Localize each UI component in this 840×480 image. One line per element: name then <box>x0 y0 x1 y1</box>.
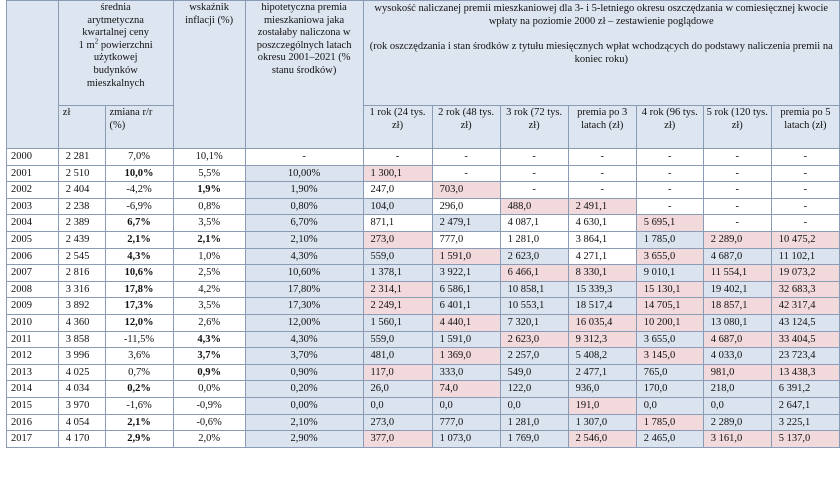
inflation-cell: 2,5% <box>173 265 245 282</box>
table-row <box>7 298 840 315</box>
year2-cell: 6 401,1 <box>432 298 500 315</box>
price-change-cell: 2,1% <box>105 231 173 248</box>
hypothetical-premium-cell: 0,20% <box>245 381 363 398</box>
premium-3y-cell: 936,0 <box>568 381 636 398</box>
year1-cell: 1 378,1 <box>363 265 432 282</box>
year2-cell: 703,0 <box>432 182 500 199</box>
price-change-cell: 10,6% <box>105 265 173 282</box>
year1-cell: 1 300,1 <box>363 165 432 182</box>
premium-5y-header: premia po 5 latach (zł) <box>771 106 839 149</box>
premium-5y-cell: 3 225,1 <box>771 414 839 431</box>
price-header <box>58 1 173 106</box>
year3-cell: 1 281,0 <box>500 414 568 431</box>
price-change-cell: 17,8% <box>105 281 173 298</box>
year4-cell: 170,0 <box>636 381 703 398</box>
year4-cell: 5 695,1 <box>636 215 703 232</box>
price-change-cell: 4,3% <box>105 248 173 265</box>
price-cell: 4 360 <box>58 314 105 331</box>
year2-cell: 1 591,0 <box>432 248 500 265</box>
premium-3y-cell: 5 408,2 <box>568 348 636 365</box>
year5-header: 5 rok (120 tys. zł) <box>703 106 771 149</box>
year1-cell: 2 314,1 <box>363 281 432 298</box>
premium-5y-cell: 6 391,2 <box>771 381 839 398</box>
year4-cell: - <box>636 198 703 215</box>
inflation-header: wskaźnik inflacji (%) <box>173 1 245 149</box>
premium-3y-cell: 191,0 <box>568 397 636 414</box>
year3-cell: 10 858,1 <box>500 281 568 298</box>
hypothetical-premium-cell: 17,30% <box>245 298 363 315</box>
year5-cell: 2 289,0 <box>703 414 771 431</box>
premium-3y-cell: 16 035,4 <box>568 314 636 331</box>
hypothetical-premium-header: hipotetyczna premia mieszkaniowa jaka zostałaby naliczona w poszczególnych latach okresu 2001–2021 (% stanu środków) <box>245 1 363 149</box>
premium-5y-cell: 13 438,3 <box>771 364 839 381</box>
year3-cell: 2 257,0 <box>500 348 568 365</box>
inflation-cell: 5,5% <box>173 165 245 182</box>
hypothetical-premium-cell: 1,90% <box>245 182 363 199</box>
year3-cell: 0,0 <box>500 397 568 414</box>
year3-cell: 7 320,1 <box>500 314 568 331</box>
premium-3y-cell: 2 477,1 <box>568 364 636 381</box>
year-header <box>7 1 59 149</box>
year5-cell: 981,0 <box>703 364 771 381</box>
price-change-cell: 2,9% <box>105 431 173 448</box>
table-row <box>7 364 840 381</box>
year5-cell: 4 033,0 <box>703 348 771 365</box>
year3-cell: 2 623,0 <box>500 248 568 265</box>
year3-cell: 549,0 <box>500 364 568 381</box>
price-header-line: użytkowej <box>93 52 138 64</box>
price-cell: 2 404 <box>58 182 105 199</box>
premium-5y-cell: 11 102,1 <box>771 248 839 265</box>
year2-cell: 6 586,1 <box>432 281 500 298</box>
premium-group-note: (rok oszczędzania i stan środków z tytułu miesięcznych wpłat wchodzących do podstawy naliczenia premii na koniec roku) <box>369 41 833 65</box>
price-cell: 2 281 <box>58 149 105 166</box>
year3-cell: - <box>500 182 568 199</box>
year1-cell: - <box>363 149 432 166</box>
year4-cell: - <box>636 149 703 166</box>
year1-cell: 559,0 <box>363 331 432 348</box>
year-cell: 2012 <box>7 348 59 365</box>
year3-cell: 10 553,1 <box>500 298 568 315</box>
premium-5y-cell: 10 475,2 <box>771 231 839 248</box>
price-cell: 2 816 <box>58 265 105 282</box>
price-cell: 4 034 <box>58 381 105 398</box>
year4-header: 4 rok (96 tys. zł) <box>636 106 703 149</box>
year3-cell: - <box>500 149 568 166</box>
year1-cell: 481,0 <box>363 348 432 365</box>
table-row <box>7 165 840 182</box>
hypothetical-premium-cell: 10,00% <box>245 165 363 182</box>
year5-cell: 0,0 <box>703 397 771 414</box>
premium-3y-cell: 2 546,0 <box>568 431 636 448</box>
hypothetical-premium-cell: 2,10% <box>245 231 363 248</box>
year2-header: 2 rok (48 tys. zł) <box>432 106 500 149</box>
year1-cell: 1 560,1 <box>363 314 432 331</box>
price-change-cell: -4,2% <box>105 182 173 199</box>
price-cell: 2 389 <box>58 215 105 232</box>
hypothetical-premium-cell: 4,30% <box>245 331 363 348</box>
inflation-cell: 0,9% <box>173 364 245 381</box>
hypothetical-premium-cell: 17,80% <box>245 281 363 298</box>
year5-cell: 2 289,0 <box>703 231 771 248</box>
year1-cell: 273,0 <box>363 414 432 431</box>
table-row <box>7 198 840 215</box>
year4-cell: 3 655,0 <box>636 331 703 348</box>
year1-cell: 377,0 <box>363 431 432 448</box>
hypothetical-premium-cell: 3,70% <box>245 348 363 365</box>
price-cell: 3 858 <box>58 331 105 348</box>
year3-cell: 1 769,0 <box>500 431 568 448</box>
year2-cell: - <box>432 149 500 166</box>
year2-cell: 333,0 <box>432 364 500 381</box>
price-change-cell: -6,9% <box>105 198 173 215</box>
year-cell: 2002 <box>7 182 59 199</box>
year3-cell: 6 466,1 <box>500 265 568 282</box>
year2-cell: 1 591,0 <box>432 331 500 348</box>
year5-cell: 218,0 <box>703 381 771 398</box>
table-body <box>7 149 840 448</box>
year3-cell: 488,0 <box>500 198 568 215</box>
table-row <box>7 431 840 448</box>
year-cell: 2009 <box>7 298 59 315</box>
price-change-cell: 2,1% <box>105 414 173 431</box>
inflation-cell: 2,6% <box>173 314 245 331</box>
year4-cell: 1 785,0 <box>636 231 703 248</box>
premium-5y-cell: - <box>771 198 839 215</box>
hypothetical-premium-cell: - <box>245 149 363 166</box>
premium-5y-cell: 32 683,3 <box>771 281 839 298</box>
year4-cell: 1 785,0 <box>636 414 703 431</box>
year-cell: 2003 <box>7 198 59 215</box>
premium-group-title: wysokość naliczanej premii mieszkaniowej dla 3- i 5-letniego okresu oszczędzania w comiesięcznej kwocie wpłaty na poziomie 2000 zł – zestawienie poglądowe <box>374 3 829 27</box>
year2-cell: 777,0 <box>432 231 500 248</box>
table-row <box>7 281 840 298</box>
premium-5y-cell: 43 124,5 <box>771 314 839 331</box>
premium-3y-cell: 2 491,1 <box>568 198 636 215</box>
premium-5y-cell: 2 647,1 <box>771 397 839 414</box>
table-row <box>7 331 840 348</box>
inflation-cell: 0,0% <box>173 381 245 398</box>
premium-group-header <box>363 1 839 106</box>
table-row <box>7 215 840 232</box>
inflation-cell: 2,0% <box>173 431 245 448</box>
inflation-cell: 10,1% <box>173 149 245 166</box>
inflation-cell: 3,5% <box>173 298 245 315</box>
inflation-cell: 4,3% <box>173 331 245 348</box>
price-header-line: mieszkalnych <box>86 77 145 89</box>
year5-cell: - <box>703 165 771 182</box>
year1-cell: 247,0 <box>363 182 432 199</box>
premium-3y-cell: - <box>568 182 636 199</box>
year2-cell: 777,0 <box>432 414 500 431</box>
hypothetical-premium-cell: 12,00% <box>245 314 363 331</box>
year1-cell: 26,0 <box>363 381 432 398</box>
year5-cell: 18 857,1 <box>703 298 771 315</box>
year5-cell: 3 161,0 <box>703 431 771 448</box>
premium-5y-cell: 5 137,0 <box>771 431 839 448</box>
table-row <box>7 414 840 431</box>
price-header-line: powierzchni <box>98 39 153 51</box>
year4-cell: 2 465,0 <box>636 431 703 448</box>
premium-3y-cell: 4 630,1 <box>568 215 636 232</box>
year2-cell: - <box>432 165 500 182</box>
year1-cell: 0,0 <box>363 397 432 414</box>
price-cell: 4 170 <box>58 431 105 448</box>
year2-cell: 1 073,0 <box>432 431 500 448</box>
year4-cell: 9 010,1 <box>636 265 703 282</box>
year1-cell: 871,1 <box>363 215 432 232</box>
price-header-line: średnia <box>100 2 131 13</box>
year-cell: 2006 <box>7 248 59 265</box>
premium-3y-cell: 18 517,4 <box>568 298 636 315</box>
year5-cell: - <box>703 149 771 166</box>
year5-cell: - <box>703 198 771 215</box>
price-change-cell: 10,0% <box>105 165 173 182</box>
price-zl-header: zł <box>58 106 105 149</box>
price-cell: 2 439 <box>58 231 105 248</box>
premium-3y-cell: 3 864,1 <box>568 231 636 248</box>
year4-cell: 3 655,0 <box>636 248 703 265</box>
price-change-cell: 0,2% <box>105 381 173 398</box>
year2-cell: 0,0 <box>432 397 500 414</box>
year4-cell: 15 130,1 <box>636 281 703 298</box>
year2-cell: 3 922,1 <box>432 265 500 282</box>
price-cell: 3 892 <box>58 298 105 315</box>
premium-3y-header: premia po 3 latach (zł) <box>568 106 636 149</box>
hypothetical-premium-cell: 2,10% <box>245 414 363 431</box>
inflation-cell: 3,7% <box>173 348 245 365</box>
inflation-cell: 4,2% <box>173 281 245 298</box>
table-row <box>7 381 840 398</box>
premium-5y-cell: 42 317,4 <box>771 298 839 315</box>
year3-header: 3 rok (72 tys. zł) <box>500 106 568 149</box>
year3-cell: 4 087,1 <box>500 215 568 232</box>
price-change-cell: -1,6% <box>105 397 173 414</box>
year-cell: 2010 <box>7 314 59 331</box>
price-change-cell: -11,5% <box>105 331 173 348</box>
year-cell: 2015 <box>7 397 59 414</box>
price-header-line: kwartalnej ceny <box>82 27 150 39</box>
hypothetical-premium-cell: 0,90% <box>245 364 363 381</box>
year2-cell: 296,0 <box>432 198 500 215</box>
year-cell: 2007 <box>7 265 59 282</box>
year5-cell: 4 687,0 <box>703 331 771 348</box>
year4-cell: 10 200,1 <box>636 314 703 331</box>
price-change-cell: 7,0% <box>105 149 173 166</box>
premium-3y-cell: - <box>568 149 636 166</box>
premium-5y-cell: - <box>771 149 839 166</box>
year1-cell: 117,0 <box>363 364 432 381</box>
premium-5y-cell: - <box>771 182 839 199</box>
year3-cell: 1 281,0 <box>500 231 568 248</box>
price-cell: 3 996 <box>58 348 105 365</box>
year1-cell: 104,0 <box>363 198 432 215</box>
year5-cell: 13 080,1 <box>703 314 771 331</box>
year3-cell: 122,0 <box>500 381 568 398</box>
premium-3y-cell: 8 330,1 <box>568 265 636 282</box>
superscript-two: 2 <box>94 37 99 46</box>
year-cell: 2004 <box>7 215 59 232</box>
year4-cell: 3 145,0 <box>636 348 703 365</box>
year5-cell: 19 402,1 <box>703 281 771 298</box>
price-cell: 2 545 <box>58 248 105 265</box>
year2-cell: 74,0 <box>432 381 500 398</box>
year-cell: 2008 <box>7 281 59 298</box>
premium-3y-cell: 9 312,3 <box>568 331 636 348</box>
year-cell: 2013 <box>7 364 59 381</box>
year4-cell: 765,0 <box>636 364 703 381</box>
price-cell: 3 970 <box>58 397 105 414</box>
price-change-header: zmiana r/r (%) <box>105 106 173 149</box>
table-row <box>7 149 840 166</box>
year5-cell: 11 554,1 <box>703 265 771 282</box>
premium-5y-cell: - <box>771 165 839 182</box>
price-header-line: budynków <box>93 64 138 76</box>
hypothetical-premium-cell: 0,00% <box>245 397 363 414</box>
table-row <box>7 182 840 199</box>
year-cell: 2017 <box>7 431 59 448</box>
year4-cell: - <box>636 182 703 199</box>
year5-cell: 4 687,0 <box>703 248 771 265</box>
hypothetical-premium-cell: 6,70% <box>245 215 363 232</box>
inflation-cell: 3,5% <box>173 215 245 232</box>
year3-cell: 2 623,0 <box>500 331 568 348</box>
price-cell: 3 316 <box>58 281 105 298</box>
price-change-cell: 3,6% <box>105 348 173 365</box>
inflation-cell: -0,9% <box>173 397 245 414</box>
table-row <box>7 265 840 282</box>
price-header-line: 1 m <box>78 39 95 51</box>
year-cell: 2014 <box>7 381 59 398</box>
year-cell: 2005 <box>7 231 59 248</box>
year1-header: 1 rok (24 tys. zł) <box>363 106 432 149</box>
table-row <box>7 248 840 265</box>
year-cell: 2001 <box>7 165 59 182</box>
price-cell: 4 025 <box>58 364 105 381</box>
premium-3y-cell: - <box>568 165 636 182</box>
hypothetical-premium-cell: 10,60% <box>245 265 363 282</box>
hypothetical-premium-cell: 2,90% <box>245 431 363 448</box>
inflation-cell: 2,1% <box>173 231 245 248</box>
year4-cell: 14 705,1 <box>636 298 703 315</box>
table-row <box>7 348 840 365</box>
year3-cell: - <box>500 165 568 182</box>
price-change-cell: 0,7% <box>105 364 173 381</box>
premium-5y-cell: - <box>771 215 839 232</box>
year4-cell: - <box>636 165 703 182</box>
premium-3y-cell: 4 271,1 <box>568 248 636 265</box>
year2-cell: 4 440,1 <box>432 314 500 331</box>
premium-3y-cell: 15 339,3 <box>568 281 636 298</box>
premium-3y-cell: 1 307,0 <box>568 414 636 431</box>
year1-cell: 559,0 <box>363 248 432 265</box>
year2-cell: 2 479,1 <box>432 215 500 232</box>
price-change-cell: 6,7% <box>105 215 173 232</box>
year-cell: 2016 <box>7 414 59 431</box>
premium-5y-cell: 23 723,4 <box>771 348 839 365</box>
premium-5y-cell: 33 404,5 <box>771 331 839 348</box>
inflation-cell: 1,0% <box>173 248 245 265</box>
year-cell: 2000 <box>7 149 59 166</box>
inflation-cell: 1,9% <box>173 182 245 199</box>
price-header-line: arytmetyczna <box>87 14 144 26</box>
price-change-cell: 12,0% <box>105 314 173 331</box>
year2-cell: 1 369,0 <box>432 348 500 365</box>
price-cell: 2 238 <box>58 198 105 215</box>
year5-cell: - <box>703 215 771 232</box>
premium-5y-cell: 19 073,2 <box>771 265 839 282</box>
table-row <box>7 231 840 248</box>
year4-cell: 0,0 <box>636 397 703 414</box>
year-cell: 2011 <box>7 331 59 348</box>
hypothetical-premium-cell: 0,80% <box>245 198 363 215</box>
price-change-cell: 17,3% <box>105 298 173 315</box>
price-cell: 2 510 <box>58 165 105 182</box>
inflation-cell: 0,8% <box>173 198 245 215</box>
housing-premium-table <box>6 0 840 448</box>
year1-cell: 2 249,1 <box>363 298 432 315</box>
table-row <box>7 397 840 414</box>
inflation-cell: -0,6% <box>173 414 245 431</box>
year5-cell: - <box>703 182 771 199</box>
hypothetical-premium-cell: 4,30% <box>245 248 363 265</box>
table-row <box>7 314 840 331</box>
year1-cell: 273,0 <box>363 231 432 248</box>
price-cell: 4 054 <box>58 414 105 431</box>
